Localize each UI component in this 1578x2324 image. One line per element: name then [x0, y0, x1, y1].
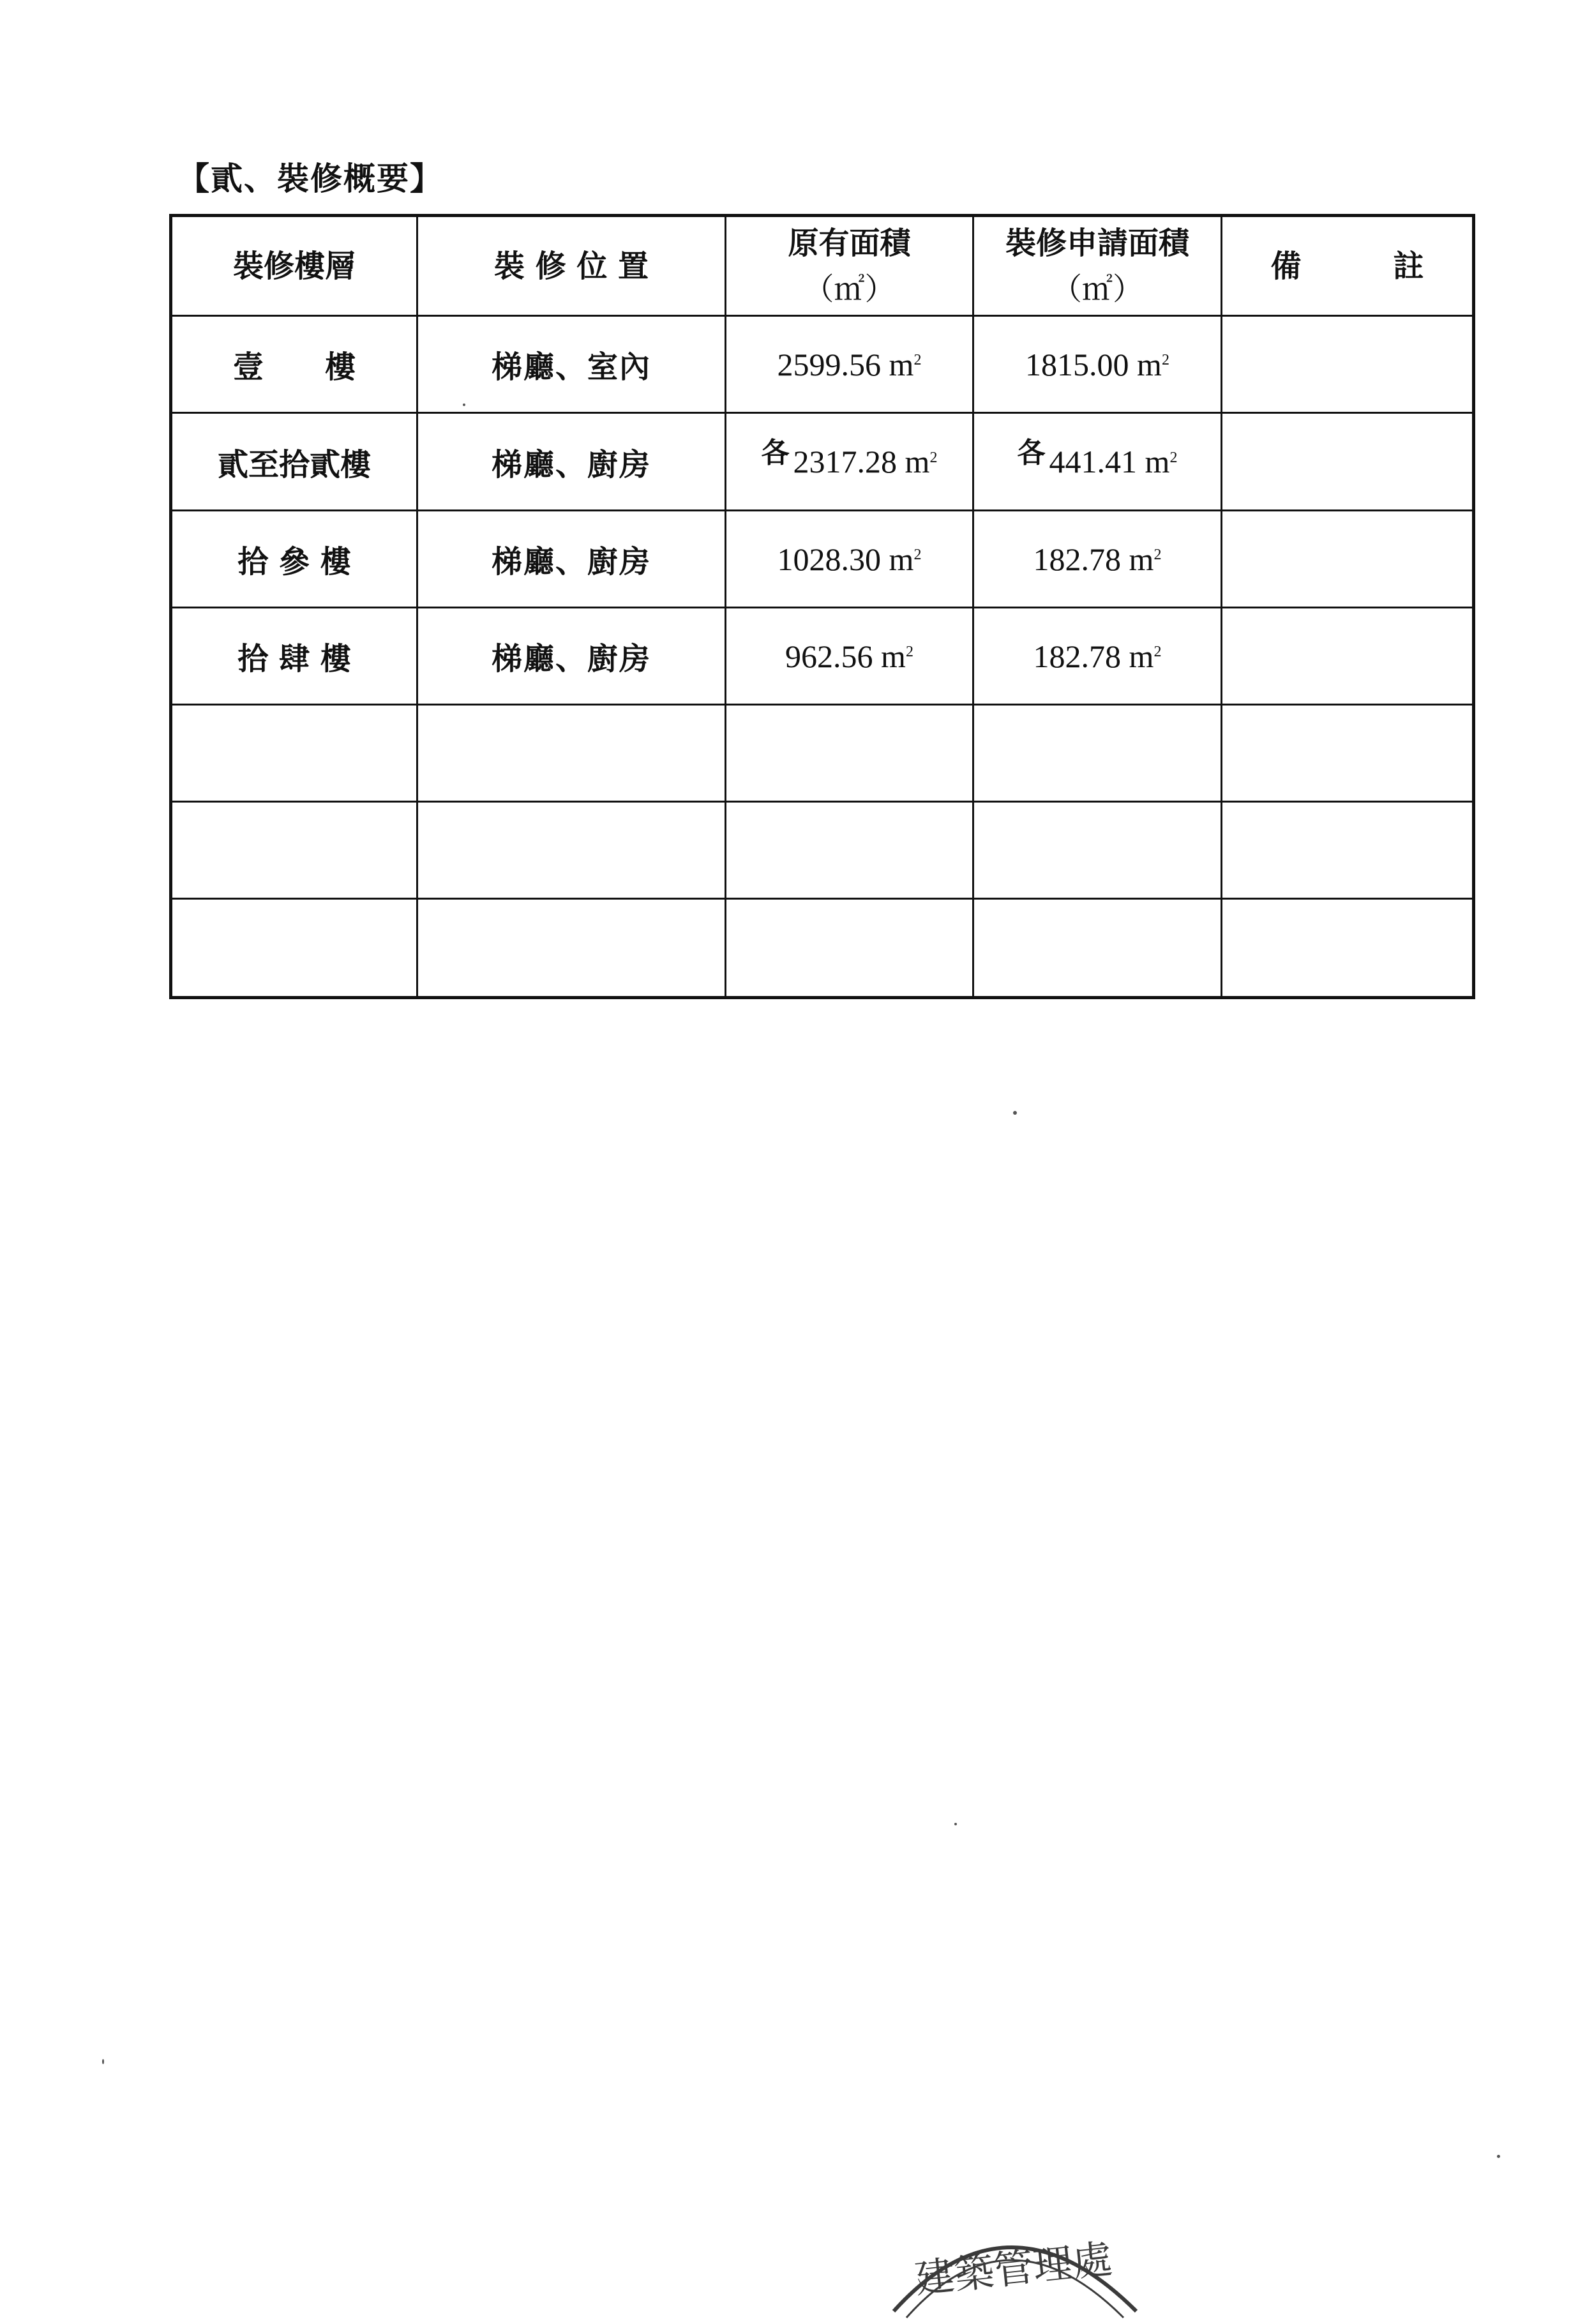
row-3-applied-area	[974, 511, 1221, 607]
header-floor	[172, 217, 416, 315]
area-superscript: 2	[1153, 644, 1162, 660]
area-superscript: 2	[1161, 352, 1169, 368]
grid-line	[172, 898, 1472, 900]
row-2-applied-area	[974, 414, 1221, 509]
scan-speck	[1013, 1111, 1017, 1115]
section-title: 【貳、裝修概要】	[177, 160, 443, 197]
header-applied-area-label: 裝修申請面積	[1005, 225, 1189, 261]
row-3-floor: 拾 參 樓	[237, 544, 351, 580]
header-location-label: 裝 修 位 置	[493, 248, 649, 284]
header-applied-area	[974, 217, 1221, 315]
row-3-applied-area-value: 182.78 m	[1033, 541, 1154, 577]
area-superscript: 2	[913, 352, 922, 368]
header-original-area-unit: （㎡）	[803, 271, 896, 307]
row-1-location: 梯廳、室內	[491, 349, 651, 385]
row-4-original-area	[726, 608, 972, 704]
area-superscript: 2	[913, 547, 922, 563]
area-superscript: 2	[929, 449, 938, 466]
row-2-each-label: 各	[761, 437, 790, 469]
row-4-applied-area-value: 182.78 m	[1033, 638, 1154, 674]
row-1-applied-area	[974, 317, 1221, 412]
scan-speck	[954, 1823, 957, 1825]
row-1-floor: 壹 樓	[232, 349, 356, 385]
header-floor-label: 裝修樓層	[232, 248, 356, 284]
row-4-original-area-value: 962.56 m	[785, 638, 906, 674]
row-3-original-area-value: 1028.30 m	[777, 541, 914, 577]
scan-speck	[102, 2059, 104, 2064]
header-location	[418, 217, 725, 315]
header-remarks	[1222, 217, 1472, 315]
row-4-applied-area	[974, 608, 1221, 704]
row-1-original-area	[726, 317, 972, 412]
row-2-floor: 貳至拾貳樓	[217, 446, 371, 483]
row-3-location: 梯廳、廚房	[491, 544, 651, 580]
renovation-summary-table	[169, 214, 1475, 999]
row-2-each-label: 各	[1017, 437, 1046, 469]
area-superscript: 2	[1169, 449, 1178, 466]
row-2-applied-area-value: 441.41 m	[1049, 444, 1170, 479]
row-4-location: 梯廳、廚房	[491, 641, 651, 677]
row-1-original-area-value: 2599.56 m	[777, 346, 914, 382]
row-4-floor: 拾 肆 樓	[237, 641, 351, 677]
header-original-area-label: 原有面積	[788, 225, 911, 261]
scan-speck	[463, 404, 465, 406]
row-2-original-area-value: 2317.28 m	[793, 444, 930, 479]
area-superscript: 2	[905, 644, 913, 660]
row-3-original-area	[726, 511, 972, 607]
area-superscript: 2	[1153, 547, 1162, 563]
svg-text:建築管理處: 建築管理處	[912, 2235, 1115, 2303]
grid-line	[172, 801, 1472, 803]
scan-speck	[1497, 2155, 1500, 2158]
header-remarks-label: 備 註	[1270, 248, 1424, 284]
row-1-applied-area-value: 1815.00 m	[1025, 346, 1162, 382]
header-applied-area-unit: （㎡）	[1051, 271, 1143, 307]
header-original-area	[726, 217, 972, 315]
grid-line	[172, 704, 1472, 706]
row-2-location: 梯廳、廚房	[491, 446, 651, 483]
row-2-original-area	[726, 414, 972, 509]
official-seal-icon	[881, 2158, 1149, 2324]
